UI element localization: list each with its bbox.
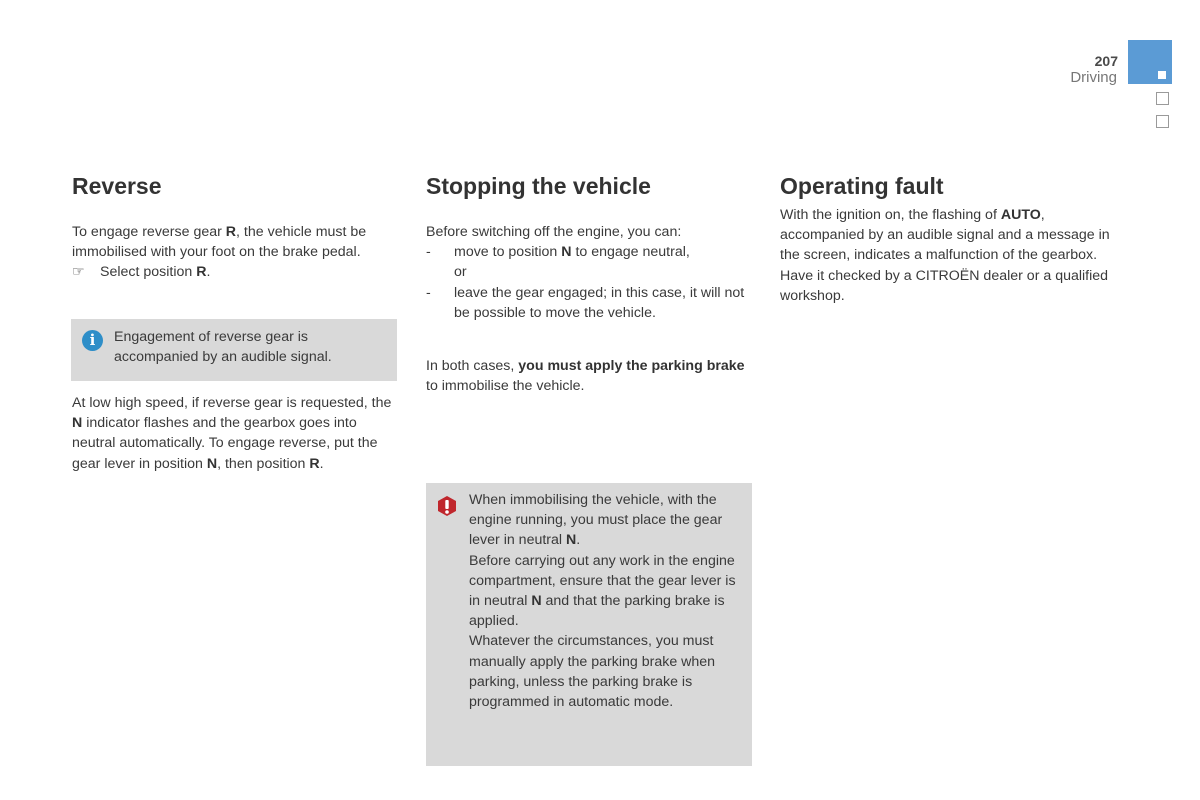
- fault-section: [780, 172, 1110, 306]
- reverse-section: [72, 172, 402, 283]
- list-item: - leave the gear engaged; in this case, it will not be possible to move the vehicle.: [426, 284, 745, 321]
- warning-box: [426, 483, 752, 766]
- stopping-intro: Before switching off the engine, you can:: [426, 224, 682, 240]
- warning-paragraph: Whatever the circumstances, you must manually apply the parking brake when parking, unless the parking brake is programmed in automatic mode.: [469, 633, 716, 711]
- list-item: - move to position N to engage neutral, or: [426, 244, 690, 281]
- page-number: 207: [1094, 53, 1118, 69]
- fault-paragraph: Have it checked by a CITROËN dealer or a qualified workshop.: [780, 267, 1109, 304]
- reverse-intro: To engage reverse gear R, the vehicle must be immobilised with your foot on the brake pedal.: [72, 224, 367, 261]
- reverse-step: ☞ Select position R.: [72, 262, 402, 282]
- fault-heading: Operating fault: [780, 173, 944, 199]
- stopping-both-cases: In both cases, you must apply the parking brake to immobilise the vehicle.: [426, 358, 745, 395]
- stopping-section: [426, 172, 752, 396]
- reverse-heading: Reverse: [72, 173, 162, 199]
- chapter-tab-marker: [1158, 71, 1166, 79]
- chapter-box-icon: [1156, 115, 1169, 128]
- fault-paragraph: With the ignition on, the flashing of AUTO, accompanied by an audible signal and a message in the screen, indicates a malfunction of the gearbox.: [780, 207, 1110, 264]
- reverse-note: At low high speed, if reverse gear is requested, the N indicator flashes and the gearbox goes into neutral automatically. To engage reverse, put the gear lever in position N, then position R.: [72, 395, 392, 472]
- stopping-heading: Stopping the vehicle: [426, 173, 651, 199]
- warning-icon: [436, 495, 458, 517]
- info-icon: i: [82, 330, 103, 351]
- pointing-hand-icon: ☞: [72, 264, 85, 281]
- section-title: Driving: [1070, 69, 1117, 86]
- info-box: [71, 319, 397, 381]
- warning-paragraph: When immobilising the vehicle, with the engine running, you must place the gear lever in neutral N.: [469, 492, 723, 549]
- warning-paragraph: Before carrying out any work in the engine compartment, ensure that the gear lever is in neutral N and that the parking brake is applied.: [469, 552, 736, 630]
- chapter-box-icon: [1156, 92, 1169, 105]
- info-text: Engagement of reverse gear is accompanied by an audible signal.: [114, 329, 332, 366]
